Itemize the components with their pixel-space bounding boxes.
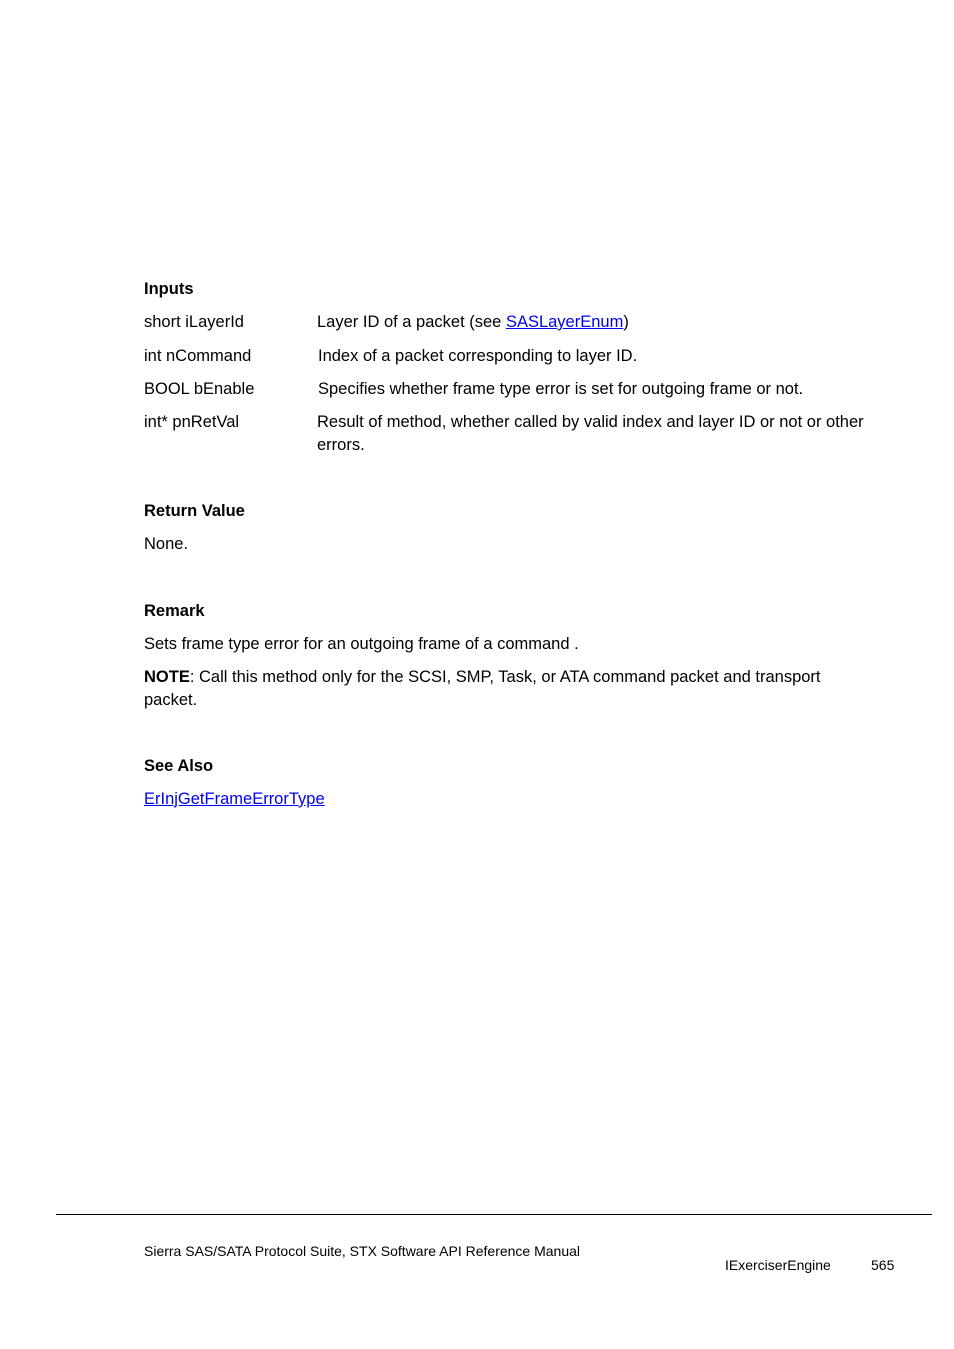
param-desc bbox=[317, 311, 877, 334]
param-desc: Index of a packet corresponding to layer ID. bbox=[318, 347, 638, 365]
saslayerenum-link[interactable]: SASLayerEnum bbox=[505, 313, 624, 331]
param-desc-suffix: ) bbox=[623, 313, 629, 331]
param-desc: Result of method, whether called by valid index and layer ID or not or other errors. bbox=[317, 413, 864, 454]
return-value-text: None. bbox=[144, 535, 189, 553]
param-name: BOOL bEnable bbox=[144, 380, 255, 398]
remark-note bbox=[144, 666, 869, 712]
see-also-links bbox=[144, 788, 874, 811]
erinjgetframeerrortype-link[interactable]: ErInjGetFrameErrorType bbox=[144, 790, 325, 808]
footer-page-number: 565 bbox=[871, 1257, 895, 1273]
param-desc: Specifies whether frame type error is set for outgoing frame or not. bbox=[318, 380, 804, 398]
note-text: : Call this method only for the SCSI, SMP, Task, or ATA command packet and transport packet. bbox=[144, 668, 821, 709]
remark-text: Sets frame type error for an outgoing frame of a command . bbox=[144, 635, 579, 653]
remark-heading: Remark bbox=[144, 602, 205, 620]
param-name: int nCommand bbox=[144, 347, 252, 365]
inputs-heading: Inputs bbox=[144, 280, 194, 298]
footer-manual-title: Sierra SAS/SATA Protocol Suite, STX Software API Reference Manual bbox=[144, 1243, 581, 1259]
param-desc-text: Layer ID of a packet (see bbox=[317, 313, 506, 331]
param-name: int* pnRetVal bbox=[144, 413, 240, 431]
note-label: NOTE bbox=[144, 668, 190, 686]
see-also-heading: See Also bbox=[144, 757, 214, 775]
return-value-heading: Return Value bbox=[144, 502, 245, 520]
footer-divider bbox=[56, 1214, 932, 1215]
footer-section-name: IExerciserEngine bbox=[725, 1257, 831, 1273]
param-name: short iLayerId bbox=[144, 313, 244, 331]
